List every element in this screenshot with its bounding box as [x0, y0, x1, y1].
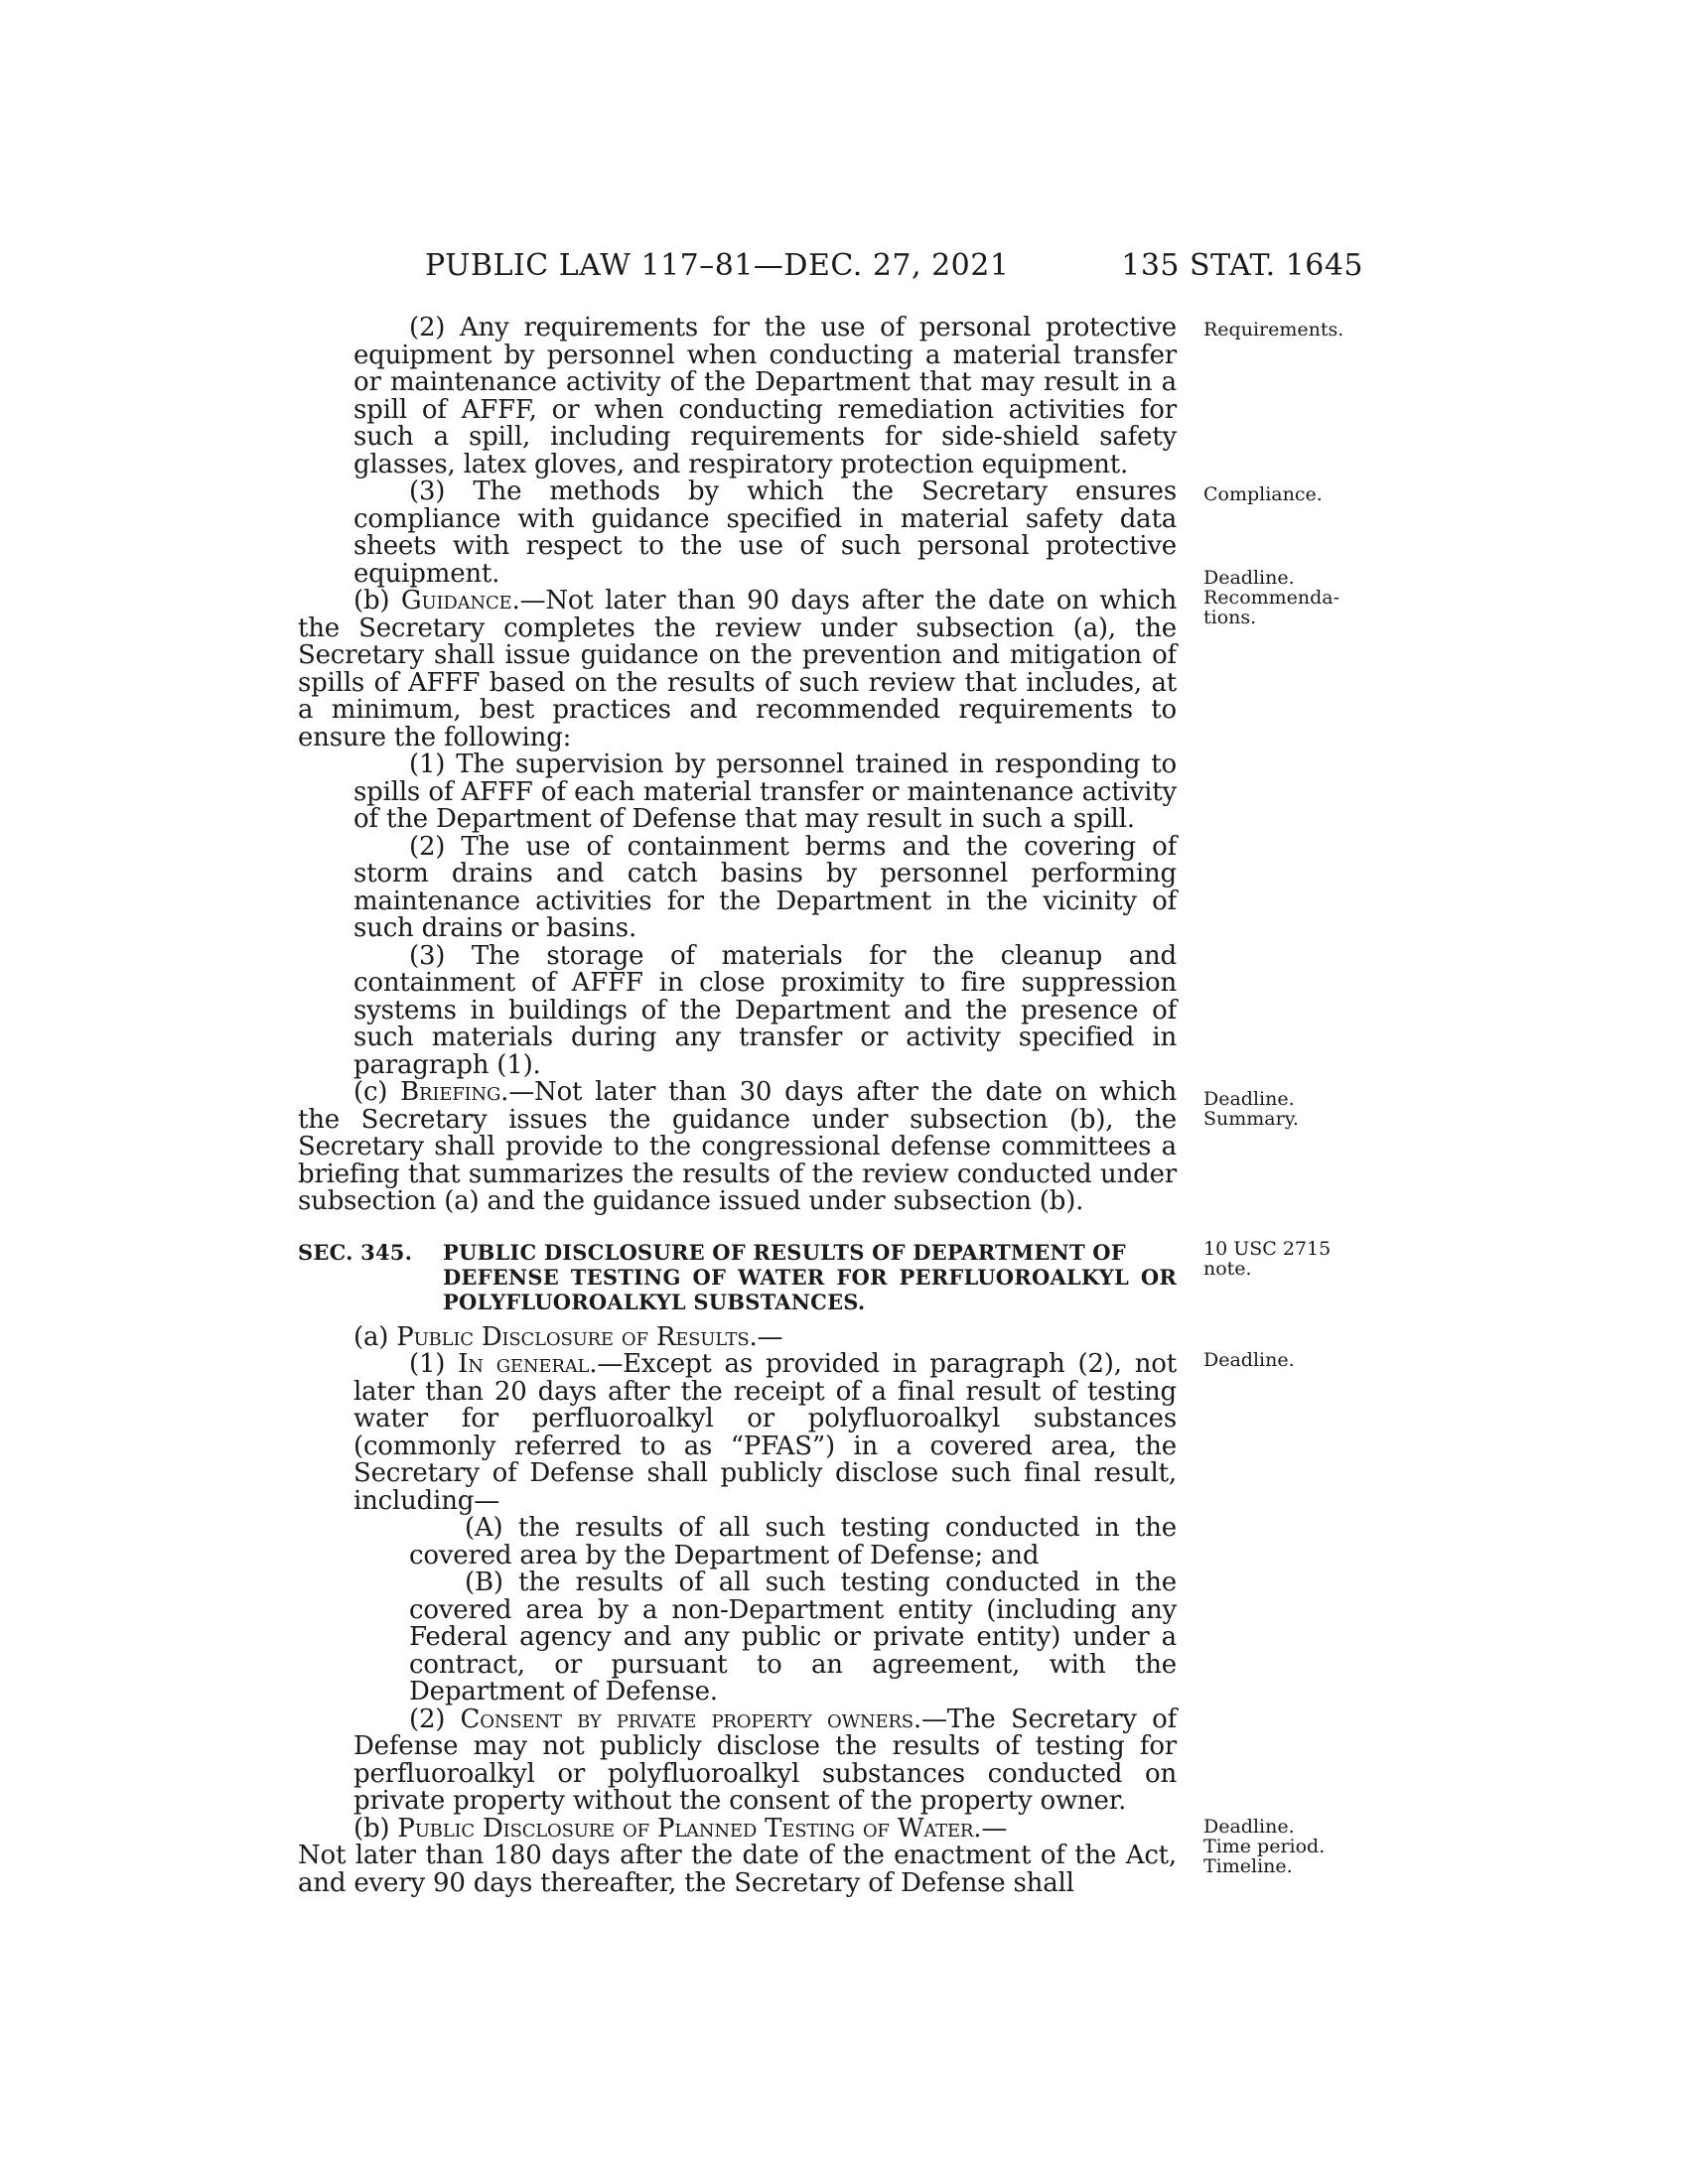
subparagraph-A: (A) the results of all such testing conducted in the covered area by the Department of Defense; and — [409, 1513, 1177, 1570]
paragraph-a3: (3) The methods by which the Secretary ensures compliance with guidance specified in material safety data sheets with respect to the use of such personal protective equipment. — [353, 477, 1177, 589]
margin-note-deadline-time-period: Deadline. Time period. Timeline. — [1203, 1816, 1326, 1877]
section-number: SEC. 345. — [298, 1239, 413, 1265]
paragraph-a2-consent: (2) Consent by private property owners.—The Secretary of Defense may not publicly disclose the results of testing for perfluoroalkyl or polyfluoroalkyl substances conducted on private property without the consent of the property owner. — [353, 1704, 1177, 1816]
subsection-b-planned-testing-heading: (b) Public Disclosure of Planned Testing of Water.— — [353, 1813, 1008, 1843]
running-header — [425, 248, 1363, 288]
section-heading — [298, 1240, 1177, 1314]
stat-page-number: 135 STAT. 1645 — [1121, 248, 1363, 283]
subsection-c-briefing: (c) Briefing.—Not later than 30 days after the date on which the Secretary issues the guidance under subsection (b), the Secretary shall provide to the congressional defense committees a briefing that summarizes the results of the review conducted under subsection (a) and the guidance issued under subsection (b). — [298, 1077, 1177, 1216]
subsection-a-heading: (a) Public Disclosure of Results.— — [353, 1321, 783, 1352]
paragraph-b1: (1) The supervision by personnel trained in responding to spills of AFFF of each material transfer or maintenance activity of the Department of Defense that may result in such a spill. — [353, 750, 1177, 834]
margin-note-usc: 10 USC 2715 note. — [1203, 1238, 1332, 1280]
subsection-b-planned-testing-text: Not later than 180 days after the date of the enactment of the Act, and every 90 days thereafter, the Secretary of Defense shall — [298, 1841, 1177, 1898]
section-title-line1: PUBLIC DISCLOSURE OF RESULTS OF DEPARTMENT OF — [443, 1239, 1126, 1265]
subparagraph-B: (B) the results of all such testing conducted in the covered area by a non-Department entity (including any Federal agency and any public or private entity) under a contract, or pursuant to an agreement, with the Department of Defense. — [409, 1568, 1177, 1706]
section-title-cont: DEFENSE TESTING OF WATER FOR PERFLUOROALKYL OR POLYFLUOROALKYL SUBSTANCES. — [443, 1264, 1177, 1314]
margin-note-deadline-summary: Deadline. Summary. — [1203, 1088, 1299, 1130]
paragraph-a1-in-general: (1) In general.—Except as provided in paragraph (2), not later than 20 days after the receipt of a final result of testing water for perfluoroalkyl or polyfluoroalkyl substances (commonly referred to as “PFAS”) in a covered area, the Secretary of Defense shall publicly disclose such final result, including— — [353, 1349, 1177, 1516]
subsection-b-guidance: (b) Guidance.—Not later than 90 days after the date on which the Secretary completes the review under subsection (a), the Secretary shall issue guidance on the prevention and mitigation of spills of AFFF based on the results of such review that includes, at a minimum, best practices and recommended requirements to ensure the following: — [298, 586, 1177, 752]
paragraph-a2: (2) Any requirements for the use of personal protective equipment by personnel when conducting a material transfer or maintenance activity of the Department that may result in a spill of AFFF, or when conducting remediation activities for such a spill, including requirements for side-shield safety glasses, latex gloves, and respiratory protection equipment. — [353, 313, 1177, 479]
margin-note-compliance: Compliance. — [1203, 483, 1323, 505]
document-body — [298, 315, 1177, 1897]
public-law-citation: PUBLIC LAW 117–81—DEC. 27, 2021 — [425, 248, 1010, 283]
paragraph-b3: (3) The storage of materials for the cleanup and containment of AFFF in close proximity to fire suppression systems in buildings of the Department and the presence of such materials during any transfer or activity specified in paragraph (1). — [353, 940, 1177, 1080]
paragraph-b2: (2) The use of containment berms and the covering of storm drains and catch basins by personnel performing maintenance activities for the Department in the vicinity of such drains or basins. — [353, 831, 1177, 943]
margin-note-deadline-recommendations: Deadline. Recommenda- tions. — [1203, 567, 1340, 628]
margin-note-deadline: Deadline. — [1203, 1349, 1295, 1371]
margin-note-requirements: Requirements. — [1203, 319, 1344, 341]
